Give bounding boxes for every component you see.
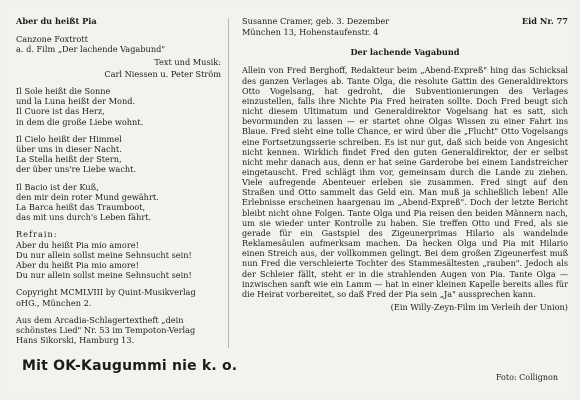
refrain-line: Aber du heißt Pia mio amore! xyxy=(16,239,139,250)
song-genre: Canzone Foxtrott xyxy=(16,34,88,45)
source-line: schönstes Lied" Nr. 53 im Tempoton-Verlag xyxy=(16,325,196,336)
lyric-line: La Stella heißt der Stern, xyxy=(16,154,122,165)
serial-number: Eid Nr. 77 xyxy=(521,16,568,26)
source-line: Aus dem Arcadia-Schlagertextheft „dein xyxy=(16,314,184,325)
refrain-line: Aber du heißt Pia mio amore! xyxy=(16,260,139,271)
film-synopsis-column xyxy=(242,16,568,312)
refrain-line: Du nur allein sollst meine Sehnsucht sein! xyxy=(16,249,192,260)
lyric-line: Il Cuore ist das Herz, xyxy=(16,106,105,117)
postcard-back xyxy=(6,6,574,394)
refrain-label: Refrain: xyxy=(16,229,58,240)
credits-label: Text und Musik: xyxy=(154,56,221,67)
copyright-line: Copyright MCMLVIII by Quint-Musikverlag xyxy=(16,287,196,298)
actor-line: Susanne Cramer, geb. 3. Dezember xyxy=(242,16,390,26)
song-title: Aber du heißt Pia xyxy=(16,16,97,26)
lyric-line: La Barca heißt das Traumboot, xyxy=(16,202,146,213)
lyric-line: in dem die große Liebe wohnt. xyxy=(16,116,144,127)
source-line: Hans Sikorski, Hamburg 13. xyxy=(16,335,135,346)
film-title: Der lachende Vagabund xyxy=(350,47,460,58)
lyric-line: Il Sole heißt die Sonne xyxy=(16,86,111,97)
refrain xyxy=(16,229,221,280)
synopsis-text: Allein von Fred Berghoff, Redakteur beim „Abend-Expreß" hing das Schicksal des ganzen Verlages ab. Tante Olga, die resolute Gattin des Generaldirektors Otto Vogelsang, hat gedroht, die Subventionierungen des Verlages einzustellen, falls ihre Nichte Pia Fred heiraten sollte. Doch Fred beugt sich nicht diesem Ultimatum und Generaldirektor Vogelsang hat es satt, sich bevormunden zu lassen — er startet ohne Olgas Wissen zu einer Fahrt ins Blaue. Fred sieht eine tolle Chance, er wird über die „Flucht" Otto Vogelsangs eine Fortsetzungsserie schreiben. Es ist nur gut, daß sich beide von Angesicht nicht kennen. Wirklich findet Fred den guten Generaldirektor, der er selbst nicht mehr danach aus, denn er hat seine Garderobe bei einem Landstreicher eingetauscht. Fred schlägt ihm vor, gemeinsam durch die Lande zu ziehen. Viele aufregende Abenteuer erleben sie zusammen. Fred singt auf den Straßen und Otto sammelt das Geld ein. Man muß ja schließlich leben! Alle Erlebnisse erscheinen haargenau im „Abend-Expreß". Doch der letzte Bericht bleibt nicht ohne Folgen. Tante Olga und Pia reisen den beiden Männern nach, um sie wieder unter Kontrolle zu haben. Sie treffen Otto und Fred, als sie gerade für ein Gastspiel des Zigeunerprimas Hilario als wandelnde Reklamesäulen aufmerksam machen. Da hecken Olga und Pia mit Hilario einen Streich aus, der vollkommen gelingt. Bei dem großen Zigeunerfest muß nun Fred die verschleierte Tochter des Stammesältesten „rauben". Jedoch als der Schleier fällt, steht er in die strahlenden Augen von Pia. Tante Olga — inzwischen sanft wie ein Lamm — hat in einer kleinen Kapelle bereits alles für die Heirat vorbereitet, so daß Fred der Pia sein „Ja" aussprechen kann. xyxy=(242,65,568,299)
copyright-line: oHG., München 2. xyxy=(16,297,92,308)
lyric-line: das mit uns durch's Leben fährt. xyxy=(16,212,152,223)
refrain-line: Du nur allein sollst meine Sehnsucht sein! xyxy=(16,270,192,281)
lyric-line: und la Luna heißt der Mond. xyxy=(16,96,136,107)
stanza-1 xyxy=(16,86,221,127)
lyric-line: über uns in dieser Nacht. xyxy=(16,144,122,155)
credits-names: Carl Niessen u. Peter Ström xyxy=(104,68,221,79)
stanza-3 xyxy=(16,182,221,223)
column-divider xyxy=(228,18,229,348)
photo-credit: Foto: Collignon xyxy=(495,373,558,382)
lyric-line: den mir dein roter Mund gewährt. xyxy=(16,191,159,202)
stanza-2 xyxy=(16,134,221,175)
copyright-notice xyxy=(16,287,221,307)
film-credit: (Ein Willy-Zeyn-Film im Verleih der Union) xyxy=(390,302,568,312)
lyric-line: Il Cielo heißt der Himmel xyxy=(16,133,122,144)
lyric-line: der über uns're Liebe wacht. xyxy=(16,164,137,175)
song-lyrics-column xyxy=(16,16,221,345)
header-row xyxy=(242,16,568,27)
address-line: München 13, Hohenstaufenstr. 4 xyxy=(242,27,379,37)
film-reference: a. d. Film „Der lachende Vagabund" xyxy=(16,44,166,55)
advert-slogan: Mit OK-Kaugummi nie k. o. xyxy=(22,358,238,374)
source-notice xyxy=(16,315,221,346)
lyric-line: Il Bacio ist der Kuß, xyxy=(16,181,99,192)
